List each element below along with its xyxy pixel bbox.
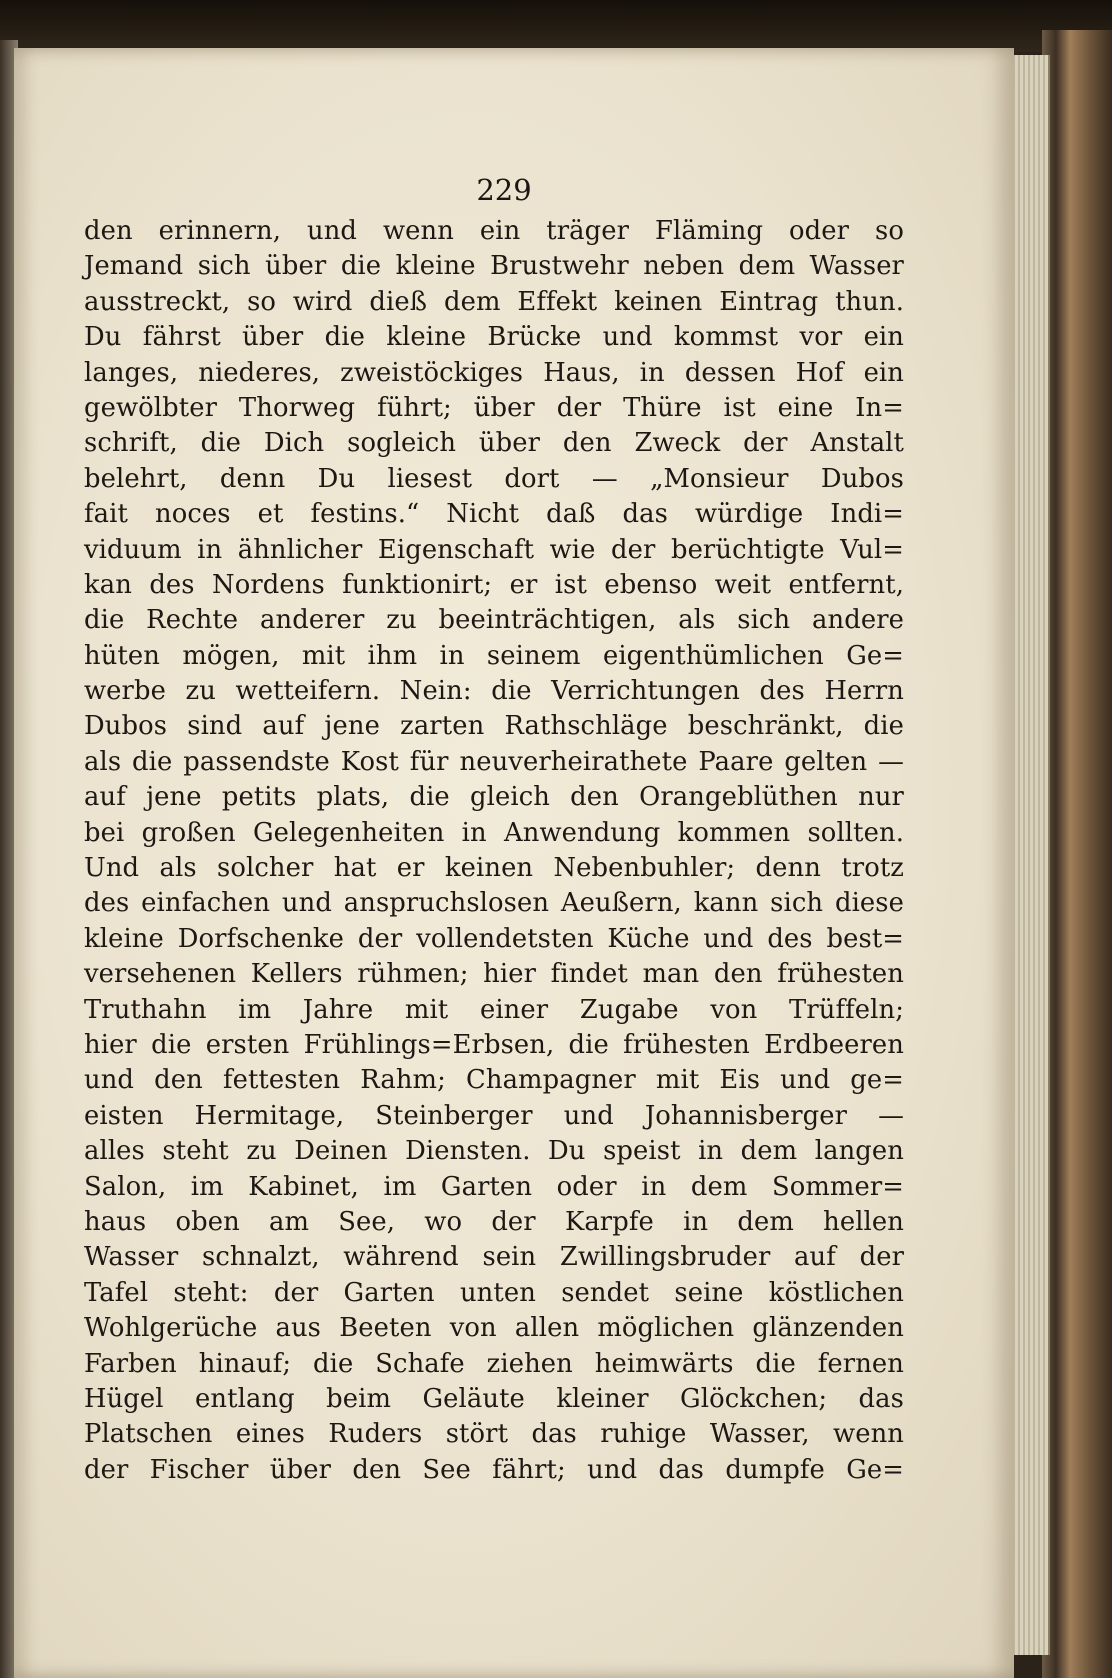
text-line: Dubos sind auf jene zarten Rathschläge beschränkt, die [84,711,904,742]
text-line: hier die ersten Frühlings=Erbsen, die frühesten Erdbeeren [84,1029,904,1060]
text-line: Wasser schnalzt, während sein Zwillingsbruder auf der [84,1242,904,1273]
text-line: alles steht zu Deinen Diensten. Du speist in dem langen [84,1136,904,1167]
text-line: Du fährst über die kleine Brücke und kommst vor ein [84,322,904,353]
text-line: werbe zu wetteifern. Nein: die Verrichtungen des Herrn [84,676,904,707]
text-line: eisten Hermitage, Steinberger und Johannisberger — [84,1100,904,1131]
text-line: Salon, im Kabinet, im Garten oder in dem Sommer= [84,1171,904,1202]
text-line: haus oben am See, wo der Karpfe in dem hellen [84,1206,904,1237]
text-line: der Fischer über den See fährt; und das dumpfe Ge= [84,1454,904,1485]
page-number: 229 [476,173,532,207]
text-line: hüten mögen, mit ihm in seinem eigenthümlichen Ge= [84,640,904,671]
text-line: fait noces et festins.“ Nicht daß das würdige Indi= [84,499,904,530]
text-line: ausstreckt, so wird dieß dem Effekt keinen Eintrag thun. [84,286,904,317]
text-line: belehrt, denn Du liesest dort — „Monsieur Dubos [84,463,904,494]
text-line: kan des Nordens funktionirt; er ist ebenso weit entfernt, [84,569,904,600]
text-line: Und als solcher hat er keinen Nebenbuhler; denn trotz [84,853,904,884]
text-line: und den fettesten Rahm; Champagner mit Eis und ge= [84,1065,904,1096]
text-line: Farben hinauf; die Schafe ziehen heimwärts die fernen [84,1348,904,1379]
text-line: Platschen eines Ruders stört das ruhige Wasser, wenn [84,1419,904,1450]
text-line: gewölbter Thorweg führt; über der Thüre ist eine In= [84,392,904,423]
page-text [84,214,904,1488]
text-line: des einfachen und anspruchslosen Aeußern, kann sich diese [84,888,904,919]
text-line: die Rechte anderer zu beeinträchtigen, als sich andere [84,605,904,636]
text-line: auf jene petits plats, die gleich den Orangeblüthen nur [84,782,904,813]
text-line: kleine Dorfschenke der vollendetsten Küche und des best= [84,923,904,954]
text-line: Jemand sich über die kleine Brustwehr neben dem Wasser [84,251,904,282]
text-line: Wohlgerüche aus Beeten von allen möglichen glänzenden [84,1313,904,1344]
book-spine [1042,30,1112,1678]
text-line: bei großen Gelegenheiten in Anwendung kommen sollten. [84,817,904,848]
text-line: Truthahn im Jahre mit einer Zugabe von Trüffeln; [84,994,904,1025]
text-line: langes, niederes, zweistöckiges Haus, in dessen Hof ein [84,357,904,388]
text-line: Hügel entlang beim Geläute kleiner Glöckchen; das [84,1383,904,1414]
text-line: versehenen Kellers rühmen; hier findet man den frühesten [84,959,904,990]
book-page [14,48,1014,1678]
text-line: den erinnern, und wenn ein träger Fläming oder so [84,216,904,246]
text-line: schrift, die Dich sogleich über den Zweck der Anstalt [84,428,904,459]
text-line: viduum in ähnlicher Eigenschaft wie der berüchtigte Vul= [84,534,904,565]
text-line: als die passendste Kost für neuverheirathete Paare gelten — [84,746,904,777]
text-line: Tafel steht: der Garten unten sendet seine köstlichen [84,1277,904,1308]
book-cover-top [0,0,1112,52]
